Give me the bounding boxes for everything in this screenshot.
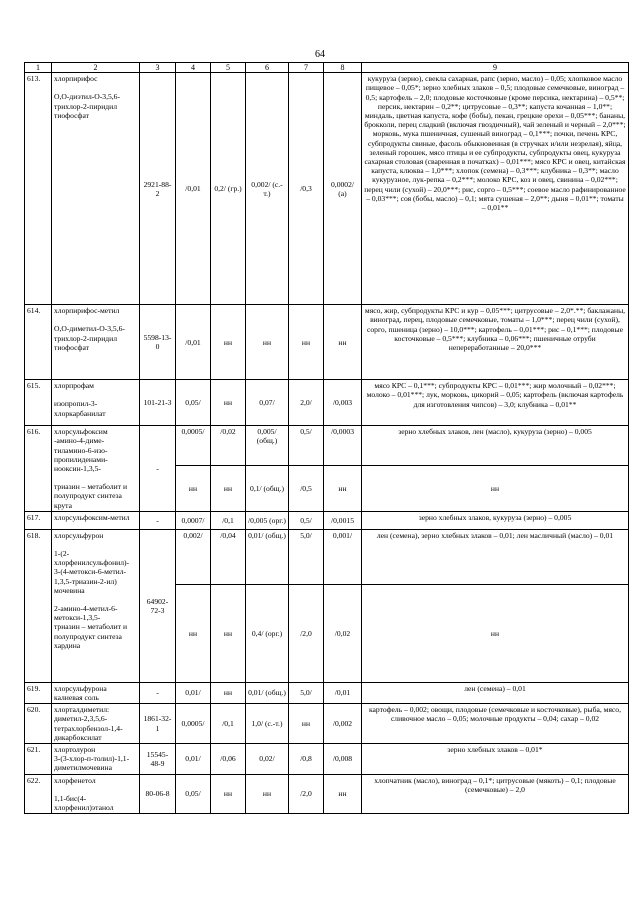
substance-name-line [54,473,137,482]
table-row [25,774,629,814]
cell-cas: - [140,426,176,512]
cell-c7: 0,5/ [289,511,324,529]
cell-c5: /0,1 [211,704,246,744]
substance-name-line: хлорфенилсульфонил)- [54,558,130,568]
substance-name-line: 3-(4-метокси-6-метил- [54,567,127,577]
substance-name-line: мочевина [54,585,85,595]
row-number: 617. [25,511,52,529]
header-cell: 6 [246,63,289,73]
cell-c8: /0,0015 [324,511,362,529]
table-row [25,511,629,529]
row-number: 616. [25,426,52,512]
substance-name-line [54,595,137,604]
header-row [25,63,629,73]
substance-name-line: трихлор-2-пиридил [54,333,118,343]
substance-name-cell [52,426,140,512]
cell-c8b: /0,02 [324,584,362,682]
cell-c6b: 0,1/ (общ.) [246,465,289,511]
substance-name-line: крута [54,500,72,510]
substance-name-line: метокси-1,3,5- [54,613,101,623]
table-row [25,73,629,305]
cell-residues: хлопчатник (масло), виноград – 0,1*; цитрусовые (мякоть) – 0,1; плодовые (семечковые) – 2,0 [362,774,629,814]
cell-cas: 101-21-3 [140,380,176,426]
cell-c4: 0,05/ [176,774,211,814]
header-cell: 7 [289,63,324,73]
cell-c5: нн [211,774,246,814]
table-row [25,380,629,426]
cell-c4: /0,01 [176,305,211,380]
cell-cas: - [140,511,176,529]
substance-name-line: хлорсульфурона [54,683,107,693]
cell-residues: мясо КРС – 0,1***; субпродукты КРС – 0,01***; жир молочный – 0,02***; молоко – 0,01***; лук, морковь, цикорий – 0,05; картофель (включая картофель для изготовления чипсов) – 3,0; клубника – 0,01** [362,380,629,426]
cell-c8a: /0,0003 [324,426,362,466]
cell-c7: /2,0 [289,774,324,814]
substance-name-line: полупродукт синтеза [54,631,122,641]
table-row [25,704,629,744]
cell-c7a: 5,0/ [289,529,324,584]
cell-c4: 0,05/ [176,380,211,426]
substance-name-line: полупродукт синтеза [54,491,122,501]
substance-name-line: триазин – метаболит и [54,622,128,632]
cell-cas: - [140,682,176,703]
substance-name-line: хлорсульфурон [54,530,104,540]
cell-residues: кукуруза (зерно), свекла сахарная, рапс (зерно, масло) – 0,05; хлопковое масло пищевое – 0,05*; зерно хлебных злаков – 0,5; плодовые семечковые, виноград – 0,5; картофель – 2,0; плодовые косточковые (кроме персика, нектарина) – 0,5**; персик, нектарин – 0,2**; цитрусовые – 0,3**; капуста кочанная – 1,0**; миндаль, цветная капуста, кофе (бобы), пекан, грецкие орехи – 0,05***; бананы, брокколи, перец сладкий (включая гвоздичный), чай зеленый и черный – 2,0***; морковь, мука пшеничная, сушеный виноград – 0,1***; почки, печень КРС, субпродукты свиные, фасоль обыкновенная (в стручках и/или незрелая), яйца, зеленый горошек, мясо птицы и ее субпродукты, субпродукты овец, кукуруза сахарная столовая (сваренная в початках) – 0,01***; мясо КРС и овец, китайская капуста, клюква – 1,0***; хлопок (семена) – 0,3***; клубника – 0,3**; масло кукурузное, лук-репка – 0,2***; молоко КРС, коз и овец, свинина – 0,02***; перец чили (сухой) – 20,0***; рис, сорго – 0,5***; соевое масло рафинированное – 0,03***; соя (бобы, масло) – 0,1; мята сушеная – 2,0**; дыня – 0,01**; томаты – 0,01** [362,73,629,305]
substance-name-line: хлорсульфоксим-метил [54,512,130,522]
cell-residues: зерно хлебных злаков, кукуруза (зерно) – 0,005 [362,511,629,529]
cell-c8: /0,003 [324,380,362,426]
cell-c4b: нн [176,465,211,511]
substance-name-cell [52,529,140,682]
cell-cas: 64902-72-3 [140,529,176,682]
cell-c8: /0,002 [324,704,362,744]
substance-name-line: пропилиденами- [54,454,108,464]
regulation-table [24,62,629,814]
cell-cas: 2921-88-2 [140,73,176,305]
cell-c7: нн [289,305,324,380]
row-number: 620. [25,704,52,744]
substance-name-line: хлорфенил)этанол [54,803,114,813]
cell-c5: нн [211,305,246,380]
cell-c5: нн [211,380,246,426]
cell-residues: нн [362,584,629,682]
cell-c8: 0,0002/ (а) [324,73,362,305]
cell-c4a: 0,002/ [176,529,211,584]
substance-name-cell [52,704,140,744]
substance-name-line [54,540,137,549]
cell-c4: 0,01/ [176,682,211,703]
cell-residues: мясо, жир, субпродукты КРС и кур – 0,05***; цитрусовые – 2,0*.**; баклажаны, виноград, перец, плодовые семечковые, томаты – 1,0***; перец чили (сухой), сорго, пшеница (зерно) – 10,0***; картофель – 0,01***; рис – 0,1***; плодовые косточковые – 0,5***; клубника – 0,06***; пшеничные отруби непереработанные – 20,0*** [362,305,629,380]
substance-name-line: изопропил-3- [54,399,98,409]
substance-name-line [54,83,137,92]
cell-c8a: 0,001/ [324,529,362,584]
cell-c7: /0,8 [289,744,324,775]
cell-c6: 1,0/ (с.-т.) [246,704,289,744]
cell-c5a: /0,02 [211,426,246,466]
substance-name-line: 3-(3-хлор-п-толил)-1,1- [54,754,130,764]
cell-c6: 0,01/ (общ.) [246,682,289,703]
cell-c4: 0,01/ [176,744,211,775]
cell-c6: 0,07/ [246,380,289,426]
substance-name-line: дикарбоксилат [54,732,102,742]
row-number: 618. [25,529,52,682]
substance-name-cell [52,682,140,703]
row-number: 614. [25,305,52,380]
substance-name-line: тиламино-6-изо- [54,445,108,455]
header-cell: 9 [362,63,629,73]
cell-residues: зерно хлебных злаков, лен (масло), кукуруза (зерно) – 0,005 [362,426,629,466]
substance-name-line: хлортолурон [54,745,96,755]
substance-name-line: хлорсульфоксим [54,427,108,437]
substance-name-line: 1-(2- [54,549,70,559]
cell-cas: 5598-13-0 [140,305,176,380]
table-row [25,529,629,584]
cell-c8: /0,008 [324,744,362,775]
substance-name-cell [52,380,140,426]
cell-c5b: нн [211,584,246,682]
substance-name-line: 2-амино-4-метил-6- [54,604,118,614]
table-row [25,744,629,775]
header-cell: 3 [140,63,176,73]
substance-name-line: нооксин-1,3,5- [54,464,101,474]
substance-name-line: хлорпрофам [54,381,94,391]
cell-c4: 0,0005/ [176,704,211,744]
substance-name-line: диметил-2,3,5,6- [54,714,108,724]
substance-name-cell [52,305,140,380]
substance-name-line: O,O-диэтил-O-3,5,6- [54,92,121,102]
cell-c7b: /2,0 [289,584,324,682]
table-row [25,682,629,703]
cell-c5a: /0,04 [211,529,246,584]
header-cell: 1 [25,63,52,73]
substance-name-line [54,390,137,399]
table-row [25,426,629,466]
table-row [25,305,629,380]
cell-c6: 0,002/ (с.-т.) [246,73,289,305]
row-number: 622. [25,774,52,814]
cell-cas: 15545-48-9 [140,744,176,775]
substance-name-line: триазин – метаболит и [54,482,128,492]
cell-residues: нн [362,465,629,511]
cell-c7: /0,3 [289,73,324,305]
substance-name-line [54,785,137,794]
substance-name-cell [52,511,140,529]
cell-c5: /0,1 [211,511,246,529]
cell-c6b: 0,4/ (орг.) [246,584,289,682]
cell-c6: нн [246,774,289,814]
cell-c6: нн [246,305,289,380]
cell-c4b: нн [176,584,211,682]
cell-residues: картофель – 0,002; овощи, плодовые (семечковые и косточковые), рыба, мясо, сливочное масло – 0,05; молочные продукты – 0,04; сахар – 0,02 [362,704,629,744]
cell-c6: 0,02/ [246,744,289,775]
cell-cas: 1861-32-1 [140,704,176,744]
cell-c4a: 0,0005/ [176,426,211,466]
substance-name-line: O,O-диметил-O-3,5,6- [54,324,125,334]
row-number: 619. [25,682,52,703]
row-number: 621. [25,744,52,775]
cell-c6a: 0,01/ (общ.) [246,529,289,584]
substance-name-cell [52,744,140,775]
substance-name-line: хлорталдиметил: [54,705,110,715]
substance-name-line: хардина [54,640,81,650]
header-cell: 2 [52,63,140,73]
cell-cas: 80-06-8 [140,774,176,814]
cell-residues: зерно хлебных злаков – 0,01* [362,744,629,775]
cell-residues: лен (семена), зерно хлебных злаков – 0,01; лен масличный (масло) – 0,01 [362,529,629,584]
cell-c8b: нн [324,465,362,511]
cell-c7: 5,0/ [289,682,324,703]
header-cell: 5 [211,63,246,73]
cell-c7: 2,0/ [289,380,324,426]
substance-name-cell [52,774,140,814]
cell-c8: /0,01 [324,682,362,703]
cell-c5: нн [211,682,246,703]
substance-name-line: 1,3,5-триазин-2-ил) [54,576,117,586]
substance-name-line: тетрахлорбензол-1,4- [54,723,123,733]
header-cell: 4 [176,63,211,73]
header-cell: 8 [324,63,362,73]
cell-c7b: /0,5 [289,465,324,511]
substance-name-line: тиофосфат [54,342,89,352]
cell-c4: /0,01 [176,73,211,305]
substance-name-line: хлоркарбанилат [54,408,106,418]
cell-c5b: нн [211,465,246,511]
cell-c4: 0,0007/ [176,511,211,529]
cell-c5: /0,06 [211,744,246,775]
cell-c7a: 0,5/ [289,426,324,466]
cell-residues: лен (семена) – 0,01 [362,682,629,703]
substance-name-cell [52,73,140,305]
substance-name-line: калиевая соль [54,693,99,703]
substance-name-line: трихлор-2-пиридил [54,101,118,111]
cell-c8: нн [324,774,362,814]
page-number: 64 [315,49,325,60]
substance-name-line: хлорпирифос-метил [54,306,120,316]
substance-name-line: диметилмочевина [54,763,112,773]
row-number: 613. [25,73,52,305]
substance-name-line: тиофосфат [54,110,89,120]
substance-name-line: -амино-4-диме- [54,436,105,446]
substance-name-line: хлорфенетол [54,775,96,785]
substance-name-line: 1,1-бис(4- [54,793,87,803]
cell-c5: 0,2/ (гр.) [211,73,246,305]
substance-name-line: хлорпирифос [54,74,98,84]
row-number: 615. [25,380,52,426]
cell-c8: нн [324,305,362,380]
cell-c7: нн [289,704,324,744]
cell-c6: /0,005 (орг.) [246,511,289,529]
cell-c6a: 0,005/ (общ.) [246,426,289,466]
substance-name-line [54,315,137,324]
